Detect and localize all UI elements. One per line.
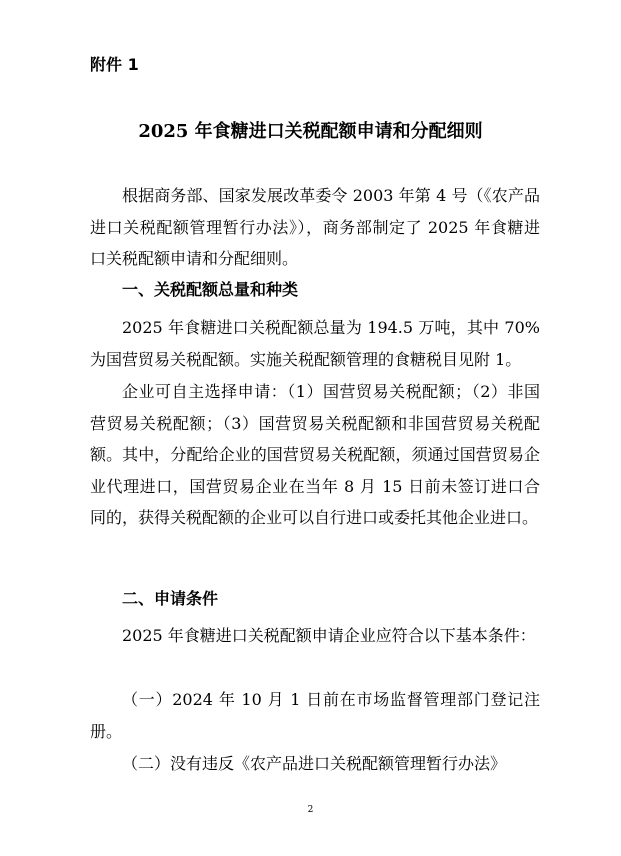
intro-paragraph: 根据商务部、国家发展改革委令 2003 年第 4 号（《农产品进口关税配额管理暂行办法》），商务部制定了 2025 年食糖进口关税配额申请和分配细则。 xyxy=(90,186,540,268)
quota-type-paragraph: 企业可自主选择申请：（1）国营贸易关税配额；（2）非国营贸易关税配额；（3）国营贸易关税配额和非国营贸易关税配额。其中，分配给企业的国营贸易关税配额，须通过国营贸易企业代理进口，国营贸易企业在当年 8 月 15 日前未签订进口合同的，获得关税配额的企业可以自行进口或委托其他企业进口。 xyxy=(90,382,540,527)
section-heading-quota-total: 一、关税配额总量和种类 xyxy=(122,280,299,299)
quota-total-paragraph: 2025 年食糖进口关税配额总量为 194.5 万吨，其中 70% 为国营贸易关税配额。实施关税配额管理的食糖税目见附 1。 xyxy=(90,318,540,369)
section-heading-conditions: 二、申请条件 xyxy=(122,589,219,608)
attachment-label: 附件 1 xyxy=(90,55,139,74)
conditions-intro-paragraph: 2025 年食糖进口关税配额申请企业应符合以下基本条件： xyxy=(122,626,536,645)
condition-item-1: （一）2024 年 10 月 1 日前在市场监督管理部门登记注册。 xyxy=(90,690,540,741)
document-title: 2025 年食糖进口关税配额申请和分配细则 xyxy=(138,121,483,142)
condition-item-2: （二）没有违反《农产品进口关税配额管理暂行办法》 xyxy=(122,754,507,773)
page-number: 2 xyxy=(307,805,314,815)
